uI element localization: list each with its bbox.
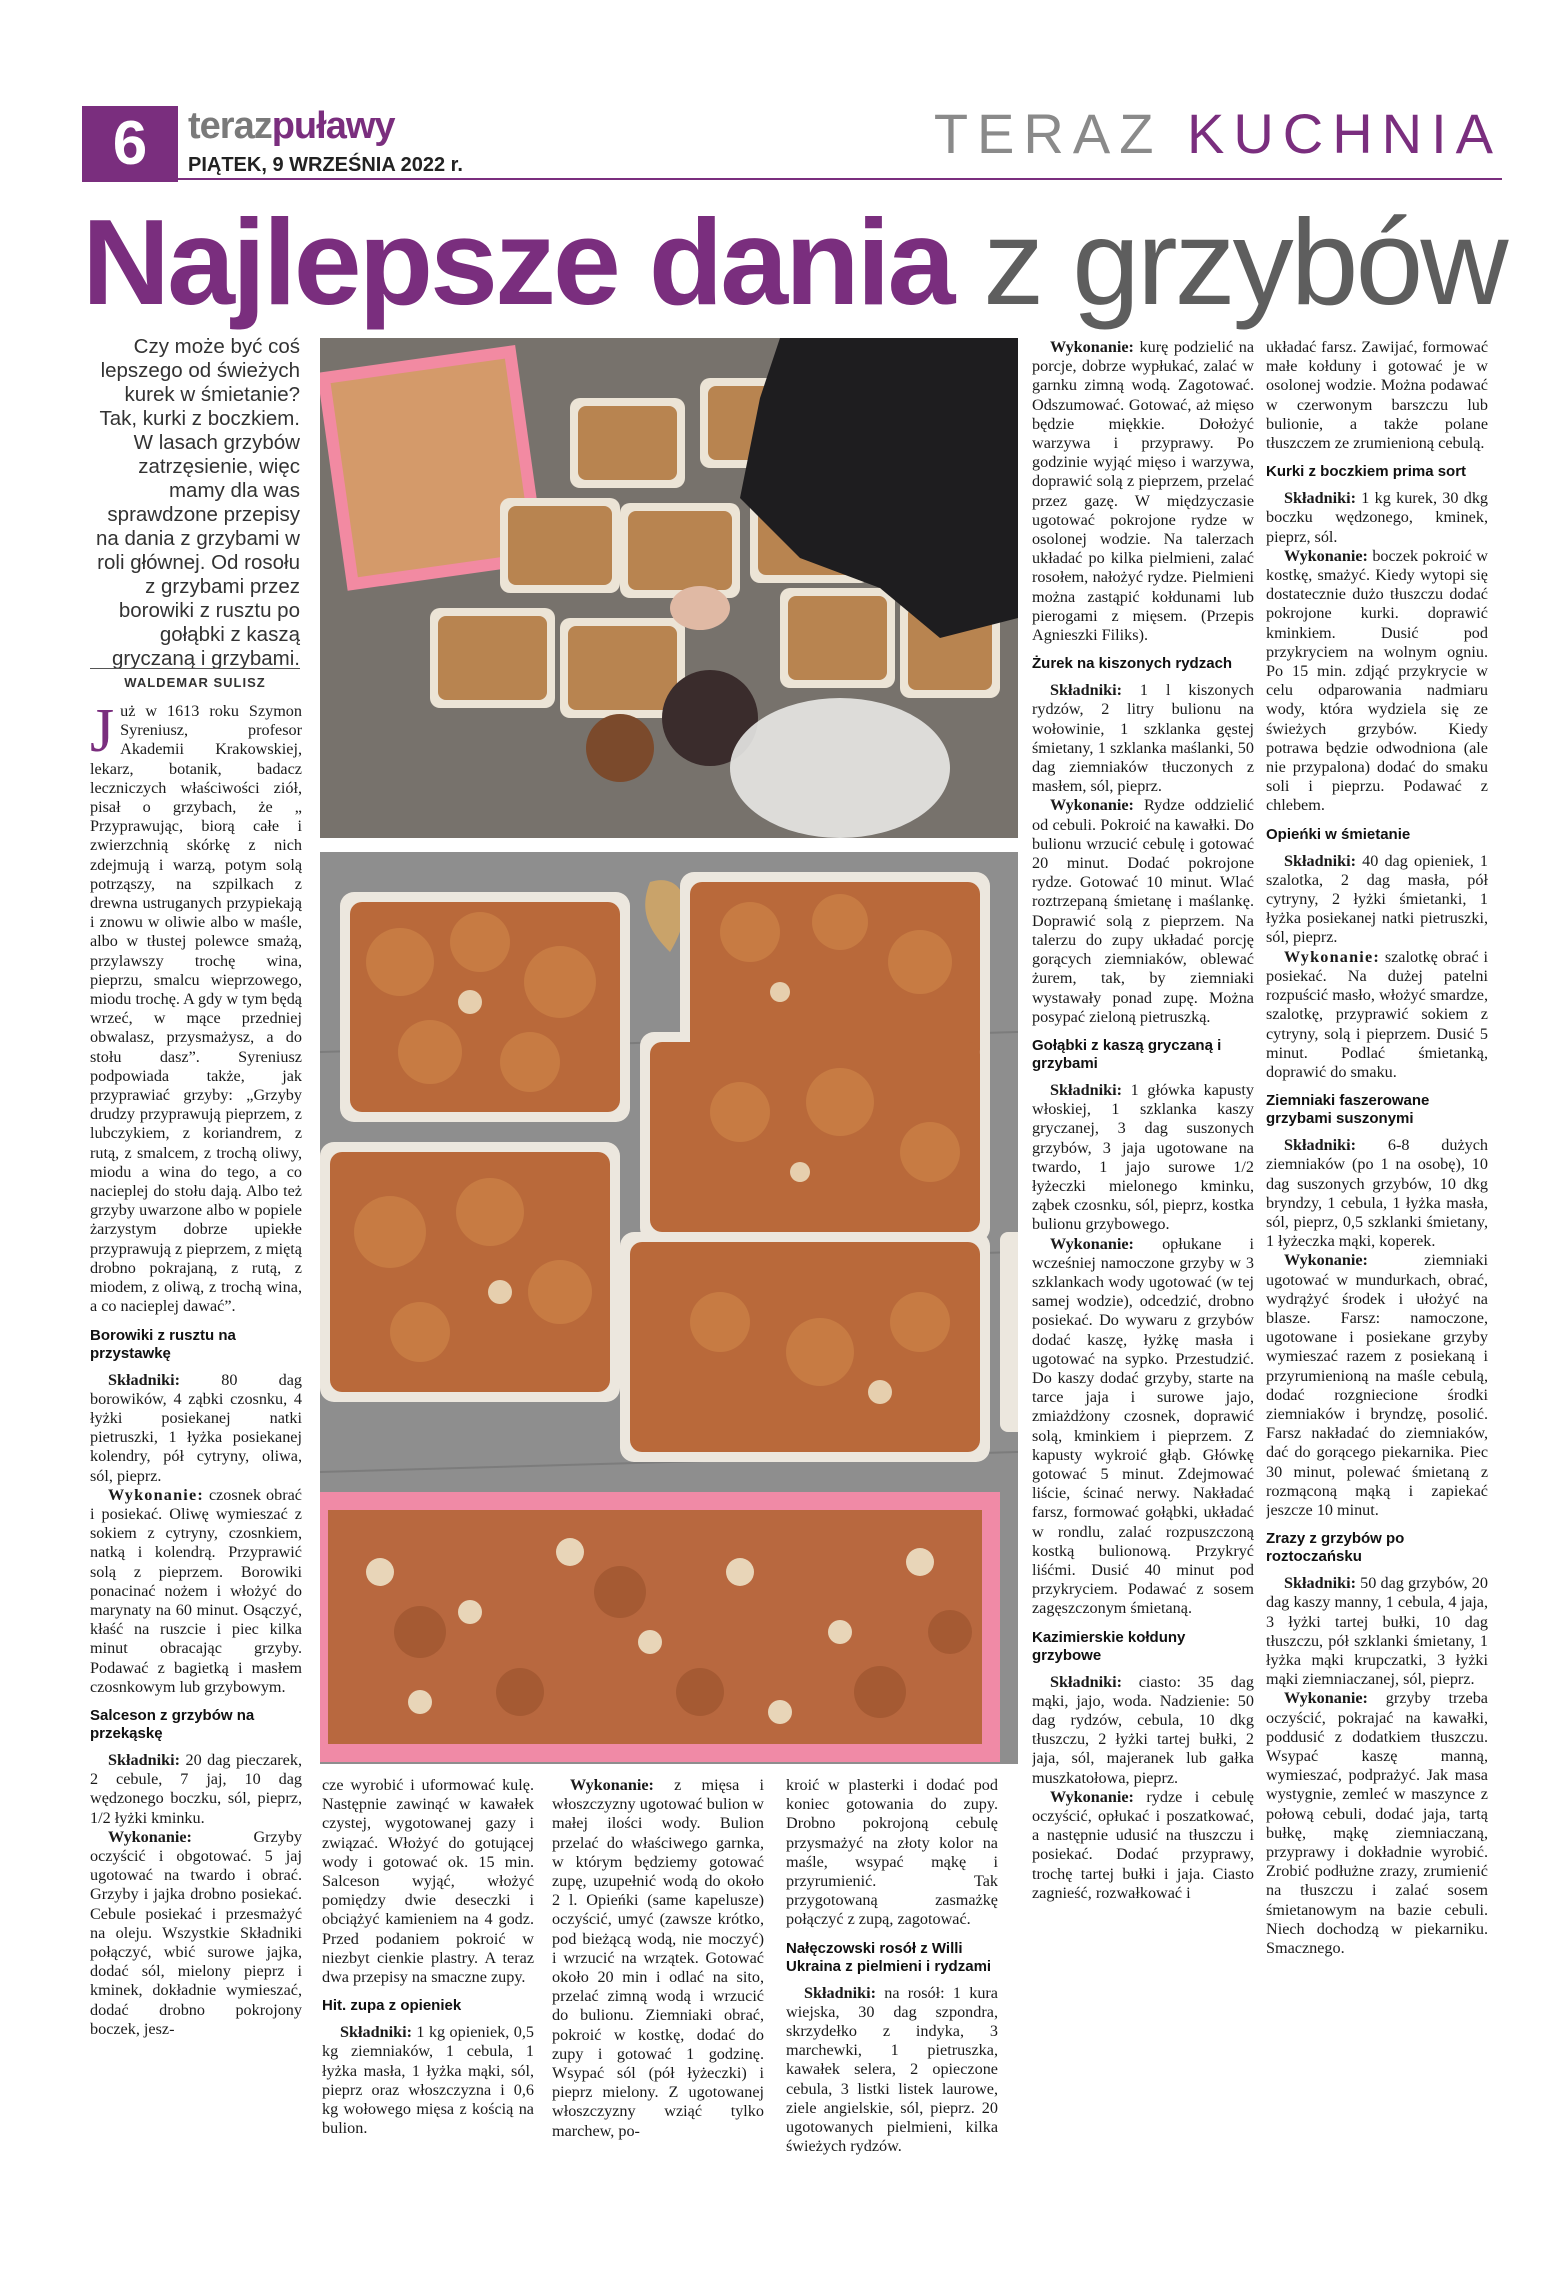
brand-part1: teraz (188, 105, 272, 147)
continuation-text: cze wyrobić i uformować kulę. Następnie zawinąć w kawałek czystej, wygotowanej gazy i związać. Włożyć do gotującej wody i gotować ok. 15 min. Salceson wyjąć, włożyć pomiędzy dwie deseczki i obciążyć kamieniem na 4 godz. Przed podaniem pokroić w niezbyt cienkie plastry. A teraz dwa przepisy na smaczne zupy. (322, 1776, 534, 1987)
ingredients-label: Składniki: (1284, 851, 1356, 870)
ingredients-text: 1 główka kapusty włoskiej, 1 szklanka kaszy gryczanej, 3 dag suszonych grzybów, 3 jaja ugotowane na twardo, 1 jajo surowe 1/2 łyżeczki mielonego kminku, ząbek czosnku, sól, pieprz, kostka bulionu grzybowego. (1032, 1080, 1254, 1234)
ingredients-text: 40 dag opieniek, 1 szalotka, 2 dag masła, pół cytryny, 2 łyżki śmietanki, 1 łyżka posiekanej natki pietruszki, sól, pieprz. (1266, 851, 1488, 947)
ingredients-label: Składniki: (108, 1370, 180, 1389)
intro-text: uż w 1613 roku Szymon Syreniusz, profesor Akademii Krakowskiej, lekarz, botanik, badacz leczniczych właściwości ziół, pisał o grzybach, że „ Przyprawując, biorą całe i zwierzchnią skórkę z nich zdejmują i warzą, potym solą potrząszy, na szpilkach z drewna ustruganych przypiekają i znowu w oliwie albo w maśle, albo w tłustej polewce smażą, przylawszy trochę wina, pieprzu, smalcu wieprzowego, miodu trochę. A gdy w tym będą wrzeć, w mące przedniej obwalasz, przysmażysz, a do stołu dasz”. Syreniusz podpowiada także, jak przyprawiać grzyby: „Grzyby drudzy przyprawują pieprzem, z lubczykiem, z koriandrem, z rutą, z smalcem, z trochą oliwy, miodu a wina do tego, a co nacieplej do stołu dają. Albo też grzyby uwarzone albo w popiele żarzystym dobrze upiekłe przyprawują z pieprzem, z miętą drobno pokrajaną, z rutą, z miodem, z oliwą, z trochą wina, a co nacieplej dawać”. (90, 702, 302, 1316)
drop-cap: J (90, 702, 115, 765)
mushroom-market-photo (320, 338, 1018, 838)
ingredients-text: 6-8 dużych ziemniaków (po 1 na osobę), 10 dag suszonych grzybów, 10 dkg bryndzy, 1 cebula, 1 łyżka masła, sól, pieprz, 0,5 szklanki śmietany, 1 łyżeczka mąki, koperek. (1266, 1136, 1488, 1251)
section-part2: KUCHNIA (1186, 102, 1502, 165)
recipe-title-ziemniaki: Ziemniaki faszerowane grzybami suszonymi (1266, 1092, 1430, 1128)
recipe-title-zrazy: Zrazy z grzybów po roztoczańsku (1266, 1530, 1405, 1566)
ingredients-label: Składniki: (340, 2023, 412, 2042)
preparation-text: ziemniaki ugotować w mundurkach, obrać, wydrążyć środek i ułożyć na blasze. Farsz: namoczone, ugotowane i posiekane grzyby wymieszać razem z posiekaną i przyrumienioną na maśle cebulą, dodać rozgniecione środki ziemniaków i bryndzę, posolić. Farsz nakładać do ziemniaków, dać do gorącego piekarnika. Piec 30 minut, polewać śmietaną z rozmąconą mąką i zapiekać jeszcze 10 minut. (1266, 1251, 1488, 1519)
recipe-title-opienki: Opieńki w śmietanie (1266, 825, 1411, 843)
recipe-preparation (90, 1828, 302, 2039)
recipe-ingredients (786, 1984, 998, 2157)
mushroom-baskets-illustration (320, 852, 1018, 1764)
ingredients-text: 20 dag pieczarek, 2 cebule, 7 jaj, 10 dag wędzonego boczku, sól, pieprz, 1/2 łyżki kminku. (90, 1750, 302, 1827)
section-part1: TERAZ (933, 102, 1163, 165)
recipe-ingredients (90, 1751, 302, 1828)
headline (82, 192, 1506, 342)
recipe-ingredients (1032, 1673, 1254, 1788)
preparation-label: Wykonanie: (1050, 796, 1134, 815)
recipe-title-rosol: Nałęczowski rosół z Willi Ukraina z pielmieni i rydzami (786, 1939, 992, 1975)
preparation-text: czosnek obrać i posiekać. Oliwę wymieszać z sokiem z cytryny, czosnkiem, natką i kolendrą. Przyprawić solą z pieprzem. Borowiki ponacinać nożem i włożyć do marynaty na 60 minut. Osączyć, kłaść na ruszcie i piec kilka minut obracając grzyby. Podawać z bagietką i masłem czosnkowym lub grzybowym. (90, 1485, 302, 1696)
recipe-title-kolduny: Kazimierskie kołduny grzybowe (1032, 1628, 1186, 1664)
ingredients-label: Składniki: (1050, 681, 1122, 700)
recipe-ingredients (1032, 1081, 1254, 1235)
lead-paragraph: Czy może być coś lepszego od świeżych kurek w śmietanie? Tak, kurki z boczkiem. W lasach grzybów zatrzęsienie, więc mamy dla was sprawdzone przepisy na dania z grzybami w roli głównej. Od rosołu z grzybami przez borowiki z rusztu po gołąbki z kaszą gryczaną i grzybami. (96, 335, 300, 670)
preparation-text: Rydze oddzielić od cebuli. Pokroić na kawałki. Do bulionu wrzucić cebulę i gotować 20 minut. Dodać pokrojone rydze. Gotować 10 minut. Wlać roztrzepaną śmietanę i maślankę. Doprawić solą z pieprzem. Na talerzu do zupy układać porcję gorących ziemniaków, oblewać żurem, tak, by ziemniaki wystawały ponad zupę. Można posypać zieloną pietruszką. (1032, 796, 1254, 1026)
mushroom-market-illustration (320, 338, 1018, 838)
recipe-ingredients (1266, 852, 1488, 948)
article-column-5 (1032, 338, 1254, 2276)
recipe-title-zupa-opieniek: Hit. zupa z opieniek (322, 1997, 462, 2015)
ingredients-text: 1 kg opieniek, 0,5 kg ziemniaków, 1 cebula, 1 łyżka masła, 1 łyżka mąki, sól, pieprz oraz włoszczyzna i 0,6 kg wołowego mięsa z kością na bulion. (322, 2023, 534, 2138)
recipe-preparation (552, 1776, 764, 2141)
author-byline: WALDEMAR SULISZ (90, 668, 300, 690)
preparation-label: Wykonanie: (1050, 338, 1134, 356)
article-column-6 (1266, 338, 1488, 2276)
recipe-title-borowiki: Borowiki z rusztu na przystawkę (90, 1326, 236, 1362)
preparation-label: Wykonanie: (1284, 546, 1368, 565)
recipe-preparation (1266, 948, 1488, 1082)
recipe-title-zurek: Żurek na kiszonych rydzach (1032, 655, 1233, 673)
preparation-label: Wykonanie: (1050, 1787, 1134, 1806)
continuation-text: układać farsz. Zawijać, formować małe kołduny i gotować je w osolonej wodzie. Można podawać w czerwonym barszczu lub bulionie, a także polane tłuszczem ze zrumienioną cebulą. (1266, 338, 1488, 453)
mushroom-baskets-photo (320, 852, 1018, 1764)
preparation-text: boczek pokroić w kostkę, smażyć. Kiedy wytopi się dostatecznie dużo tłuszczu dodać pokrojone kurki. doprawić kminkiem. Dusić pod przykryciem na wolnym ogniu. Po 15 min. zdjąć przykrycie w celu odparowania nadmiaru wody, która wydziela się ze świeżych grzybów. Kiedy potrawa będzie odwodniona (ale nie przypalona) dodać do smaku soli i pieprzu. Podawać z chlebem. (1266, 546, 1488, 815)
preparation-label: Wykonanie: (1050, 1234, 1134, 1253)
page-number: 6 (82, 106, 178, 182)
brand-logo (188, 106, 395, 146)
recipe-preparation (90, 1486, 302, 1697)
recipe-ingredients (1266, 489, 1488, 547)
ingredients-text: 1 kg kurek, 30 dkg boczku wędzonego, kminek, pieprz, sól. (1266, 489, 1488, 546)
headline-part2: z grzybów (983, 194, 1506, 330)
ingredients-label: Składniki: (804, 1983, 876, 2002)
preparation-label: Wykonanie: (108, 1827, 192, 1846)
recipe-preparation (1032, 338, 1254, 645)
ingredients-text: 50 dag grzybów, 20 dag kaszy manny, 1 cebula, 4 jaja, 3 łyżki tartej bułki, 10 dag tłuszczu, pół szklanki śmietany, 1 łyżka mąki krupczatki, 3 łyżki mąki ziemniaczanej, sól, pieprz. (1266, 1574, 1488, 1689)
recipe-preparation (1266, 1251, 1488, 1520)
preparation-label: Wykonanie: (570, 1776, 654, 1794)
recipe-ingredients (1266, 1574, 1488, 1689)
ingredients-label: Składniki: (108, 1750, 180, 1769)
page-header (82, 96, 1502, 180)
ingredients-label: Składniki: (1050, 1672, 1122, 1691)
headline-part1: Najlepsze dania (82, 194, 953, 330)
recipe-title-golabki: Gołąbki z kaszą gryczaną i grzybami (1032, 1036, 1222, 1072)
recipe-preparation (1266, 547, 1488, 816)
preparation-text: kurę podzielić na porcje, dobrze wypłukać, zalać w garnku zimną wodą. Zagotować. Odszumować. Gotować, aż mięso będzie miękkie. Dołożyć warzywa i przyprawy. Po godzinie wyjąć mięso i warzywa, doprawić solą z pieprzem, przelać przez gazę. W międzyczasie ugotować pokrojone rydze w osolonej wodzie. Na talerzach układać po kilka pielmieni, zalać rosołem, nałożyć rydze. Pielmieni można zastąpić kołdunami lub pierogami z mięsem. (Przepis Agnieszki Filiks). (1032, 338, 1254, 645)
recipe-ingredients (1032, 681, 1254, 796)
preparation-label: Wykonanie: (1284, 947, 1380, 966)
preparation-text: opłukane i wcześniej namoczone grzyby w 3 szklankach wody ugotować (w tej samej wodzie), odcedzić, drobno posiekać. Do wywaru z grzybów dodać kaszę, łyżkę masła i ugotować na sypko. Przestudzić. Do kaszy dodać grzyby, starte na tarce jaja i surowe jajo, zmiażdżony czosnek, doprawić solą, kminkiem i pieprzem. Z kapusty wykroić głąb. Główkę gotować 5 minut. Zdejmować liście, ścinać nerwy. Nakładać farsz, formować gołąbki, układać w rondlu, zalać rozpuszczoną kostką bulionową. Przykryć liśćmi. Dusić 40 minut pod przykryciem. Podawać z sosem zagęszczonym śmietaną. (1032, 1234, 1254, 1618)
ingredients-text: 80 dag borowików, 4 ząbki czosnku, 4 łyżki posiekanej natki pietruszki, 1 łyżka posiekanej kolendry, pół cytryny, oliwa, sól, pieprz. (90, 1370, 302, 1485)
ingredients-label: Składniki: (1284, 1574, 1356, 1593)
intro-paragraph (90, 702, 302, 1317)
recipe-title-kurki: Kurki z boczkiem prima sort (1266, 463, 1467, 481)
preparation-label: Wykonanie: (108, 1485, 204, 1504)
ingredients-text: 1 l kiszonych rydzów, 2 litry bulionu na wołowinie, 1 szklanka gęstej śmietany, 1 szklanka maślanki, 50 dag ziemniaków tłuczonych z masłem, sól, pieprz. (1032, 681, 1254, 796)
preparation-text: Grzyby oczyścić i obgotować. 5 jaj ugotować na twardo i obrać. Grzyby i jajka drobno posiekać. Cebule posiekać i przesmażyć na oleju. Wszystkie Składniki połączyć, wbić surowe jajka, dodać sól, mielony pieprz i kminek, dokładnie wymieszać, dodać drobno pokrojony boczek, jesz- (90, 1827, 302, 2038)
recipe-title-salceson: Salceson z grzybów na przekąskę (90, 1706, 255, 1742)
ingredients-label: Składniki: (1050, 1080, 1122, 1099)
preparation-text: rydze i cebulę oczyścić, opłukać i poszatkować, a następnie udusić na tłuszczu i posiekać. Dodać przyprawy, trochę tartej bułki i jaja. Ciasto zagnieść, rozwałkować i (1032, 1787, 1254, 1902)
header-divider (82, 178, 1502, 180)
recipe-preparation (1032, 1235, 1254, 1619)
recipe-ingredients (1266, 1136, 1488, 1251)
section-title (934, 104, 1502, 164)
preparation-label: Wykonanie: (1284, 1689, 1368, 1708)
recipe-ingredients (90, 1371, 302, 1486)
ingredients-text: na rosół: 1 kura wiejska, 30 dag szpondra, skrzydełko z indyka, 3 marchewki, 1 pietruszka, kawałek selera, 2 opieczone cebula, 3 listki listek laurowe, ziele angielskie, sól, pieprz. 20 ugotowanych pielmieni, kilka świeżych rydzów. (786, 1983, 998, 2156)
article-column-3 (552, 1776, 764, 2276)
article-column-1 (90, 702, 302, 2277)
continuation-text: kroić w plasterki i dodać pod koniec gotowania do zupy. Drobno pokrojoną cebulę przysmażyć na złoty kolor na maśle, wsypać mąkę i przyrumienić. Tak przygotowaną zasmażkę połączyć z zupą, zagotować. (786, 1776, 998, 1929)
recipe-preparation (1032, 796, 1254, 1026)
ingredients-text: ciasto: 35 dag mąki, jajo, woda. Nadzienie: 50 dag rydzów, cebula, 10 dkg tłuszczu, 2 łyżki tartej bułki, 2 jaja, sól, majeranek lub gałka muszkatołowa, pieprz. (1032, 1672, 1254, 1787)
recipe-preparation (1266, 1689, 1488, 1958)
ingredients-label: Składniki: (1284, 1136, 1356, 1155)
preparation-label: Wykonanie: (1284, 1251, 1368, 1270)
preparation-text: szalotkę obrać i posiekać. Na dużej patelni rozpuścić masło, włożyć smardze, szalotkę, przyprawić sokiem z cytryny, solą i pieprzem. Dusić 5 minut. Podlać śmietanką, doprawić do smaku. (1266, 947, 1488, 1081)
brand-part2: puławy (271, 105, 395, 147)
article-column-4 (786, 1776, 998, 2276)
ingredients-label: Składniki: (1284, 489, 1356, 508)
preparation-text: grzyby trzeba oczyścić, pokrajać na kawałki, poddusić z dodatkiem tłuszczu. Wsypać kaszę manną, wymieszać, podprażyć. Jak masa wystygnie, zemleć w maszynce z połową cebuli, dodać jaja, tartą bułkę, mąkę ziemniaczaną, przyprawy i dokładnie wyrobić. Zrobić podłużne zrazy, zrumienić na tłuszczu i zalać sosem śmietanowym na bazie cebuli. Niech dochodzą w piekarniku. Smacznego. (1266, 1689, 1488, 1958)
preparation-text: z mięsa i włoszczyzny ugotować bulion w małej ilości wody. Bulion przelać do właściwego garnka, w którym będziemy gotować zupę, uzupełnić wodą do około 2 l. Opieńki (same kapelusze) oczyścić, umyć (zawsze krótko, pod bieżącą wodą, nie moczyć) i wrzucić na wrzątek. Gotować około 20 min i odlać na sito, przelać zimną wodą i wrzucić do bulionu. Ziemniaki obrać, pokroić w kostkę, dodać do zupy i gotować 1 godzinę. Wsypać sól (pół łyżeczki) i pieprz mielony. Z ugotowanej włoszczyzny wziąć tylko marchew, po- (552, 1776, 764, 2140)
recipe-preparation (1032, 1788, 1254, 1903)
article-column-2 (322, 1776, 534, 2276)
recipe-ingredients (322, 2023, 534, 2138)
issue-date: PIĄTEK, 9 WRZEŚNIA 2022 r. (188, 154, 463, 176)
